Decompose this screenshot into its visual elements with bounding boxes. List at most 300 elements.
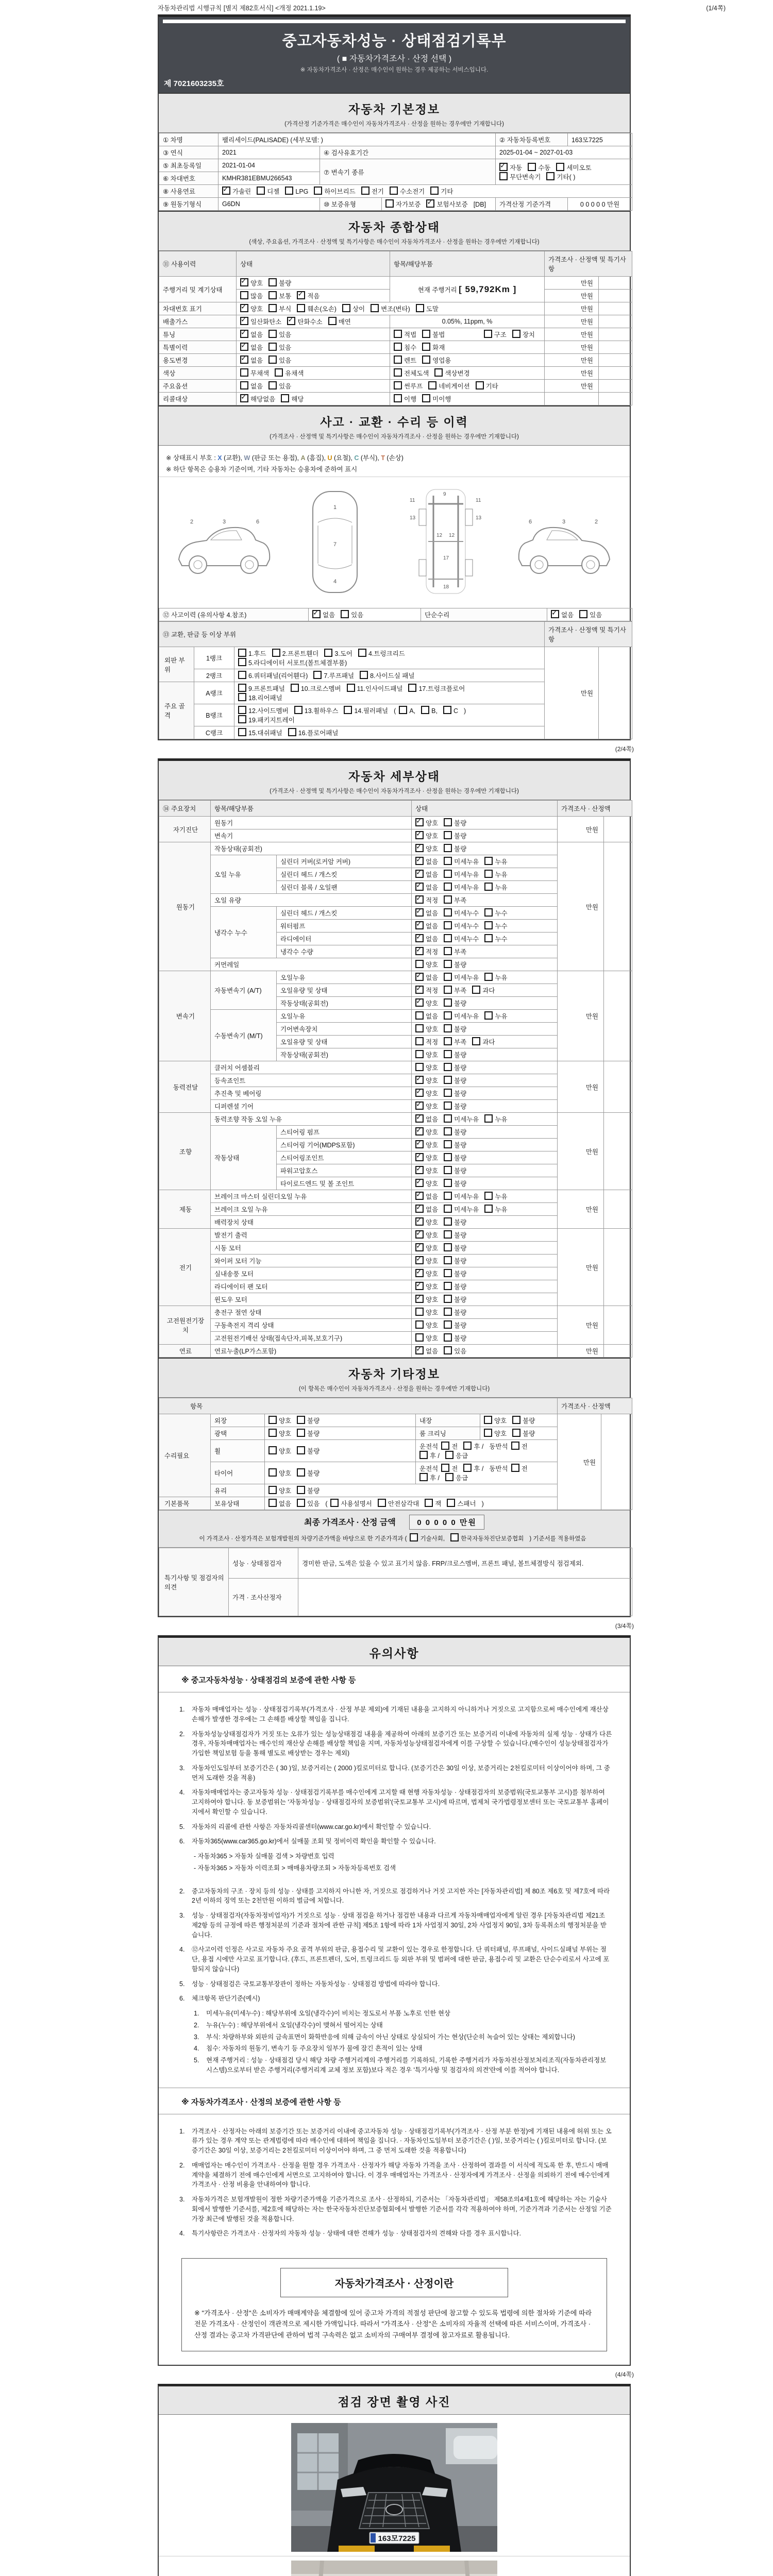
checkbox-option[interactable] bbox=[444, 1230, 466, 1240]
checkbox-option[interactable] bbox=[268, 1486, 291, 1495]
checkbox-option[interactable] bbox=[394, 394, 416, 403]
note-item bbox=[179, 1764, 612, 1783]
checkbox-option[interactable] bbox=[579, 610, 602, 619]
checkbox-option[interactable] bbox=[415, 831, 438, 840]
checkbox-option[interactable] bbox=[390, 187, 425, 196]
checkbox-option[interactable] bbox=[240, 291, 263, 300]
price-note-cell bbox=[601, 1414, 632, 1510]
checkbox-option[interactable] bbox=[415, 921, 438, 930]
checkbox-option[interactable] bbox=[444, 1140, 466, 1149]
checkbox-option[interactable] bbox=[240, 304, 263, 313]
checkbox-option[interactable] bbox=[371, 304, 410, 313]
checkbox-option[interactable] bbox=[444, 1114, 479, 1124]
checkbox-option[interactable] bbox=[484, 908, 507, 918]
color-state bbox=[237, 367, 390, 380]
checkbox-icon bbox=[444, 831, 452, 839]
checkbox-checked-icon bbox=[415, 1153, 424, 1161]
checkbox-option[interactable] bbox=[528, 163, 550, 172]
checkbox-label: 불량 bbox=[454, 1052, 467, 1059]
checkbox-option[interactable] bbox=[484, 1416, 507, 1425]
checkbox-label: 미세누유 bbox=[454, 974, 479, 981]
checkbox-option[interactable] bbox=[360, 671, 414, 680]
checkbox-option[interactable] bbox=[444, 1192, 479, 1201]
checkbox-option[interactable] bbox=[415, 934, 438, 943]
checkbox-option[interactable] bbox=[312, 610, 335, 619]
emission-state bbox=[237, 315, 390, 328]
checkbox-option[interactable] bbox=[415, 973, 438, 982]
checkbox-option[interactable] bbox=[415, 947, 438, 956]
checkbox-label: 불량 bbox=[523, 1430, 535, 1437]
checkbox-option[interactable] bbox=[441, 1464, 458, 1473]
checkbox-option[interactable] bbox=[476, 381, 498, 391]
checkbox-icon bbox=[484, 1205, 493, 1213]
checkbox-option[interactable] bbox=[238, 658, 347, 667]
checkbox-option[interactable] bbox=[444, 1101, 466, 1111]
note-item bbox=[179, 1705, 612, 1724]
checkbox-label: 양호 bbox=[426, 1309, 439, 1316]
checkbox-option[interactable] bbox=[314, 187, 355, 196]
checkbox-option[interactable] bbox=[463, 1464, 483, 1473]
checkbox-label: 부식 bbox=[279, 306, 292, 313]
checkbox-option[interactable] bbox=[484, 330, 507, 339]
checkbox-option[interactable] bbox=[291, 684, 341, 693]
checkbox-option[interactable] bbox=[415, 1050, 438, 1059]
price-cell bbox=[545, 393, 599, 405]
checkbox-option[interactable] bbox=[240, 368, 269, 378]
checkbox-option[interactable] bbox=[484, 1192, 507, 1201]
checkbox-icon bbox=[422, 330, 430, 338]
price-note-cell bbox=[604, 842, 632, 971]
checkbox-option[interactable] bbox=[444, 1037, 466, 1046]
checkbox-option[interactable] bbox=[415, 1192, 438, 1201]
checkbox-option[interactable] bbox=[268, 1468, 291, 1478]
checkbox-option[interactable] bbox=[268, 1499, 291, 1508]
checkbox-label: 후 / bbox=[474, 1443, 484, 1450]
checkbox-option[interactable] bbox=[288, 728, 339, 737]
checkbox-option[interactable] bbox=[551, 610, 574, 619]
detail-state-subtitle: (가격조사 · 산정액 및 특기사항은 매수인이 자동차가격조사 · 산정을 원하는 경우에만 기재합니다) bbox=[270, 788, 519, 794]
checkbox-option[interactable] bbox=[394, 355, 416, 365]
car-name-value: 팰리세이드(PALISADE) (세부모델: ) bbox=[219, 133, 496, 146]
checkbox-option[interactable] bbox=[344, 706, 388, 715]
checkbox-option[interactable] bbox=[378, 1499, 419, 1508]
checkbox-label: 미세누수 bbox=[454, 936, 479, 943]
checkbox-option[interactable] bbox=[546, 172, 575, 181]
checkbox-option[interactable] bbox=[415, 1114, 438, 1124]
checkbox-option[interactable] bbox=[415, 1333, 438, 1343]
checkbox-option[interactable] bbox=[512, 1416, 535, 1425]
checkbox-option[interactable] bbox=[394, 381, 423, 391]
checkbox-option[interactable] bbox=[421, 706, 438, 715]
checkbox-option[interactable] bbox=[268, 343, 291, 352]
year-label: ③ 연식 bbox=[159, 146, 219, 159]
checkbox-option[interactable] bbox=[444, 844, 466, 853]
checkbox-option[interactable] bbox=[499, 172, 541, 181]
checkbox-option[interactable] bbox=[238, 684, 285, 693]
checkbox-option[interactable] bbox=[444, 883, 479, 892]
checkbox-icon bbox=[297, 1499, 305, 1507]
checkbox-icon bbox=[444, 1153, 452, 1161]
checkbox-option[interactable] bbox=[240, 317, 281, 326]
checkbox-option[interactable] bbox=[297, 1468, 320, 1478]
checkbox-option[interactable] bbox=[450, 1533, 524, 1543]
checkbox-label: 양호 bbox=[426, 1219, 439, 1226]
checkbox-option[interactable] bbox=[444, 1256, 466, 1265]
checkbox-option[interactable] bbox=[415, 1153, 438, 1162]
checkbox-option[interactable] bbox=[447, 1499, 476, 1508]
checkbox-option[interactable] bbox=[422, 394, 451, 403]
checkbox-option[interactable] bbox=[415, 1179, 438, 1188]
checkbox-option[interactable] bbox=[285, 187, 308, 195]
checkbox-option[interactable] bbox=[444, 895, 466, 905]
checkbox-option[interactable] bbox=[415, 960, 438, 969]
checkbox-option[interactable] bbox=[394, 343, 416, 352]
checkbox-option[interactable] bbox=[441, 1442, 458, 1451]
checkbox-label: 유채색 bbox=[285, 370, 304, 377]
checkbox-option[interactable] bbox=[324, 649, 352, 658]
checkbox-option[interactable] bbox=[444, 857, 479, 866]
svg-text:11: 11 bbox=[476, 498, 481, 503]
checkbox-label: 부족 bbox=[454, 1039, 467, 1046]
checkbox-option[interactable] bbox=[415, 1166, 438, 1175]
checkbox-option[interactable] bbox=[297, 1499, 320, 1508]
checkbox-option[interactable] bbox=[341, 610, 363, 619]
checkbox-option[interactable] bbox=[484, 1011, 507, 1021]
checkbox-option[interactable] bbox=[444, 1024, 466, 1033]
checkbox-option[interactable] bbox=[444, 998, 466, 1008]
checkbox-icon bbox=[240, 381, 248, 389]
checkbox-option[interactable] bbox=[238, 728, 282, 737]
appraiser-label: 가격 · 조사산정자 bbox=[229, 1579, 298, 1616]
checkbox-option[interactable] bbox=[394, 330, 416, 339]
checkbox-option[interactable] bbox=[240, 278, 263, 287]
checkbox-option[interactable] bbox=[422, 343, 445, 352]
possession-state bbox=[265, 1497, 558, 1510]
checkbox-icon bbox=[444, 818, 452, 826]
checkbox-option[interactable] bbox=[313, 671, 354, 680]
checkbox-option[interactable] bbox=[444, 1282, 466, 1291]
checkbox-option[interactable] bbox=[415, 1295, 438, 1304]
checkbox-checked-icon bbox=[240, 317, 248, 325]
checkbox-option[interactable] bbox=[444, 1166, 466, 1175]
checkbox-option[interactable] bbox=[399, 706, 415, 715]
checkbox-option[interactable] bbox=[415, 1011, 438, 1021]
checkbox-option[interactable] bbox=[415, 844, 438, 853]
checkbox-option[interactable] bbox=[268, 355, 291, 365]
checkbox-option[interactable] bbox=[512, 330, 535, 339]
checkbox-option[interactable] bbox=[415, 1320, 438, 1330]
checkbox-label: 적정 bbox=[426, 1039, 439, 1046]
checkbox-option[interactable] bbox=[444, 1269, 466, 1278]
checkbox-option[interactable] bbox=[444, 1217, 466, 1227]
checkbox-option[interactable] bbox=[415, 1346, 438, 1355]
checkbox-option[interactable] bbox=[444, 1076, 466, 1085]
checkbox-option[interactable] bbox=[415, 1230, 438, 1240]
checkbox-option[interactable] bbox=[484, 1429, 507, 1438]
checkbox-label: 없음 bbox=[426, 1206, 439, 1213]
checkbox-option[interactable] bbox=[415, 1243, 438, 1252]
checkbox-option[interactable] bbox=[484, 870, 507, 879]
checkbox-option[interactable] bbox=[444, 921, 479, 930]
usage-change-state bbox=[237, 354, 390, 367]
checkbox-icon bbox=[360, 671, 368, 679]
note-number: 4. bbox=[179, 2230, 185, 2238]
checkbox-option[interactable] bbox=[240, 381, 263, 391]
checkbox-option[interactable] bbox=[463, 1442, 483, 1451]
item-label: 디퍼렌셜 기어 bbox=[211, 1100, 412, 1113]
checkbox-option[interactable] bbox=[444, 1179, 466, 1188]
checkbox-option[interactable] bbox=[415, 908, 438, 918]
checkbox-label: 13.휠하우스 bbox=[304, 707, 339, 715]
checkbox-option[interactable] bbox=[297, 1429, 320, 1438]
checkbox-option[interactable] bbox=[415, 986, 438, 995]
checkbox-icon bbox=[445, 1473, 453, 1481]
checkbox-option[interactable] bbox=[444, 908, 479, 918]
svg-text:3: 3 bbox=[223, 519, 226, 525]
checkbox-option[interactable] bbox=[415, 1308, 438, 1317]
price-cell: 만원 bbox=[558, 1061, 604, 1113]
checkbox-option[interactable] bbox=[444, 947, 466, 956]
checkbox-checked-icon bbox=[415, 921, 424, 929]
item-label: 오일누유 bbox=[277, 971, 412, 984]
checkbox-label: 미세누수 bbox=[454, 923, 479, 930]
checkbox-option[interactable] bbox=[222, 187, 251, 196]
checkbox-option[interactable] bbox=[444, 934, 479, 943]
checkbox-option[interactable] bbox=[422, 355, 451, 365]
checkbox-option[interactable] bbox=[268, 1446, 291, 1455]
checkbox-icon bbox=[415, 1308, 424, 1316]
checkbox-label: 화재 bbox=[432, 344, 445, 351]
checkbox-label: 자동 bbox=[510, 164, 523, 172]
checkbox-option[interactable] bbox=[416, 304, 439, 313]
checkbox-option[interactable] bbox=[415, 1024, 438, 1033]
checkbox-option[interactable] bbox=[240, 355, 263, 365]
checkbox-option[interactable] bbox=[297, 1416, 320, 1425]
checkbox-option[interactable] bbox=[415, 1140, 438, 1149]
checkbox-option[interactable] bbox=[281, 394, 304, 403]
checkbox-option[interactable] bbox=[415, 818, 438, 827]
checkbox-option[interactable] bbox=[444, 1320, 466, 1330]
checkbox-option[interactable] bbox=[444, 1153, 466, 1162]
checkbox-option[interactable] bbox=[257, 187, 279, 196]
checkbox-option[interactable] bbox=[415, 1089, 438, 1098]
checkbox-option[interactable] bbox=[484, 857, 507, 866]
checkbox-option[interactable] bbox=[472, 986, 495, 995]
checkbox-option[interactable] bbox=[238, 715, 295, 724]
car-top-diagram bbox=[291, 482, 379, 601]
checkbox-icon bbox=[313, 671, 322, 679]
checkbox-option[interactable] bbox=[428, 381, 469, 391]
checkbox-option[interactable] bbox=[512, 1429, 535, 1438]
checkbox-option[interactable] bbox=[415, 1217, 438, 1227]
checkbox-option[interactable] bbox=[556, 163, 591, 172]
checkbox-option[interactable] bbox=[240, 330, 263, 339]
device-group-label: 전기 bbox=[159, 1229, 211, 1306]
checkbox-option[interactable] bbox=[415, 1037, 438, 1046]
checkbox-icon bbox=[238, 649, 246, 657]
checkbox-option[interactable] bbox=[415, 1063, 438, 1072]
page-meta bbox=[155, 0, 726, 14]
checkbox-option[interactable] bbox=[415, 1256, 438, 1265]
checkbox-option[interactable] bbox=[445, 1473, 468, 1482]
checkbox-option[interactable] bbox=[426, 199, 467, 209]
checkbox-option[interactable] bbox=[444, 1050, 466, 1059]
checkbox-option[interactable] bbox=[444, 1333, 466, 1343]
note-item bbox=[179, 2127, 612, 2156]
device-subgroup-label: 오일 누유 bbox=[211, 855, 277, 894]
etc-info-band bbox=[159, 1359, 630, 1398]
checkbox-option[interactable] bbox=[415, 1127, 438, 1137]
checkbox-label: 불량 bbox=[454, 1026, 467, 1033]
checkbox-option[interactable] bbox=[408, 684, 465, 693]
checkbox-option[interactable] bbox=[268, 278, 291, 287]
checkbox-option[interactable] bbox=[238, 649, 266, 658]
checkbox-option[interactable] bbox=[415, 998, 438, 1008]
checkbox-option[interactable] bbox=[444, 1295, 466, 1304]
checkbox-option[interactable] bbox=[268, 381, 291, 391]
infobox-title: 자동차가격조사 · 산정이란 bbox=[280, 2268, 508, 2297]
checkbox-icon bbox=[358, 649, 366, 657]
checkbox-option[interactable] bbox=[358, 649, 405, 658]
checkbox-option[interactable] bbox=[444, 1063, 466, 1072]
checkbox-option[interactable] bbox=[425, 1499, 441, 1508]
item-state bbox=[412, 997, 558, 1010]
checkbox-label: 불량 bbox=[523, 1417, 535, 1425]
checkbox-label: 양호 bbox=[426, 1142, 439, 1149]
checkbox-option[interactable] bbox=[443, 706, 458, 715]
usage-change-detail bbox=[390, 354, 545, 367]
checkbox-option[interactable] bbox=[268, 291, 291, 300]
note-number: 5. bbox=[179, 1980, 185, 1988]
checkbox-option[interactable] bbox=[444, 870, 479, 879]
checkbox-option[interactable] bbox=[240, 394, 275, 403]
checkbox-option[interactable] bbox=[415, 1282, 438, 1291]
checkbox-option[interactable] bbox=[297, 304, 337, 313]
checkbox-option[interactable] bbox=[415, 870, 438, 879]
checkbox-option[interactable] bbox=[444, 960, 466, 969]
checkbox-option[interactable] bbox=[444, 831, 466, 840]
checkbox-option[interactable] bbox=[328, 317, 351, 326]
checkbox-option[interactable] bbox=[484, 921, 507, 930]
checkbox-option[interactable] bbox=[268, 1416, 291, 1425]
checkbox-option[interactable] bbox=[238, 671, 308, 680]
checkbox-option[interactable] bbox=[385, 199, 421, 209]
checkbox-option[interactable] bbox=[511, 1442, 528, 1451]
checkbox-label: LPG bbox=[295, 188, 309, 195]
checkbox-label: 양호 bbox=[426, 1322, 439, 1329]
checkbox-option[interactable] bbox=[268, 1429, 291, 1438]
checkbox-option[interactable] bbox=[361, 187, 384, 196]
checkbox-option[interactable] bbox=[472, 1037, 495, 1046]
checkbox-option[interactable] bbox=[415, 895, 438, 905]
checkbox-label: 잭 bbox=[435, 1500, 442, 1507]
checkbox-icon bbox=[434, 368, 443, 377]
checkbox-option[interactable] bbox=[430, 187, 453, 196]
checkbox-option[interactable] bbox=[394, 368, 429, 378]
item-label: 윈도우 모터 bbox=[211, 1293, 412, 1306]
note-number: 4. bbox=[179, 1946, 185, 1954]
checkbox-option[interactable] bbox=[484, 973, 507, 982]
inline-text: 운전석 bbox=[419, 1443, 439, 1450]
checkbox-option[interactable] bbox=[444, 818, 466, 827]
checkbox-icon bbox=[472, 986, 480, 994]
item-label: 시동 모터 bbox=[211, 1242, 412, 1255]
checkbox-option[interactable] bbox=[484, 1205, 507, 1214]
checkbox-option[interactable] bbox=[444, 1127, 466, 1137]
checkbox-option[interactable] bbox=[342, 304, 365, 313]
checkbox-option[interactable] bbox=[297, 1446, 320, 1455]
checkbox-option[interactable] bbox=[415, 883, 438, 892]
checkbox-icon bbox=[240, 368, 248, 377]
checkbox-option[interactable] bbox=[444, 973, 479, 982]
checkbox-option[interactable] bbox=[238, 693, 282, 702]
checkbox-option[interactable] bbox=[347, 684, 403, 693]
checkbox-option[interactable] bbox=[499, 163, 522, 172]
checkbox-option[interactable] bbox=[444, 986, 466, 995]
checkbox-icon bbox=[499, 172, 508, 180]
checkbox-option[interactable] bbox=[444, 1089, 466, 1098]
checkbox-option[interactable] bbox=[434, 368, 469, 378]
polish-label: 광택 bbox=[211, 1427, 265, 1440]
checkbox-option[interactable] bbox=[444, 1011, 479, 1021]
checkbox-option[interactable] bbox=[287, 317, 322, 326]
item-label: 발전기 출력 bbox=[211, 1229, 412, 1242]
checkbox-option[interactable] bbox=[294, 706, 339, 715]
checkbox-option[interactable] bbox=[445, 1451, 468, 1460]
checkbox-option[interactable] bbox=[415, 1101, 438, 1111]
checkbox-option[interactable] bbox=[415, 1076, 438, 1085]
checkbox-label: 미세누수 bbox=[454, 910, 479, 917]
checkbox-option[interactable] bbox=[444, 1308, 466, 1317]
item-state bbox=[412, 1010, 558, 1023]
checkbox-icon bbox=[444, 883, 452, 891]
checkbox-option[interactable] bbox=[484, 1114, 507, 1124]
checkbox-option[interactable] bbox=[410, 1533, 445, 1543]
checkbox-icon bbox=[556, 163, 564, 171]
checkbox-option[interactable] bbox=[268, 304, 291, 313]
checkbox-option[interactable] bbox=[240, 343, 263, 352]
checkbox-option[interactable] bbox=[275, 368, 304, 378]
checkbox-icon bbox=[342, 304, 350, 312]
checkbox-option[interactable] bbox=[415, 1269, 438, 1278]
checkbox-option[interactable] bbox=[444, 1205, 479, 1214]
checkbox-icon bbox=[297, 1416, 305, 1424]
checkbox-option[interactable] bbox=[415, 857, 438, 866]
checkbox-option[interactable] bbox=[297, 291, 320, 300]
notice-section bbox=[158, 1635, 631, 2366]
checkbox-option[interactable] bbox=[419, 1473, 440, 1482]
checkbox-option[interactable] bbox=[238, 706, 289, 715]
checkbox-option[interactable] bbox=[330, 1499, 372, 1508]
checkbox-option[interactable] bbox=[268, 330, 291, 339]
checkbox-icon bbox=[444, 1089, 452, 1097]
price-cell: 만원 bbox=[558, 1345, 604, 1358]
checkbox-option[interactable] bbox=[419, 1451, 440, 1460]
checkbox-option[interactable] bbox=[444, 1346, 466, 1355]
checkbox-label: 없음 bbox=[426, 974, 439, 981]
checkbox-option[interactable] bbox=[484, 934, 507, 943]
header-strip bbox=[163, 20, 626, 23]
checkbox-option[interactable] bbox=[444, 1243, 466, 1252]
checkbox-label: 전체도색 bbox=[404, 370, 429, 377]
checkbox-option[interactable] bbox=[297, 1486, 320, 1495]
checkbox-option[interactable] bbox=[511, 1464, 528, 1473]
checkbox-option[interactable] bbox=[484, 883, 507, 892]
checkbox-option[interactable] bbox=[422, 330, 445, 339]
note-number: 4. bbox=[179, 1789, 185, 1797]
checkbox-option[interactable] bbox=[415, 1205, 438, 1214]
checkbox-option[interactable] bbox=[272, 649, 319, 658]
